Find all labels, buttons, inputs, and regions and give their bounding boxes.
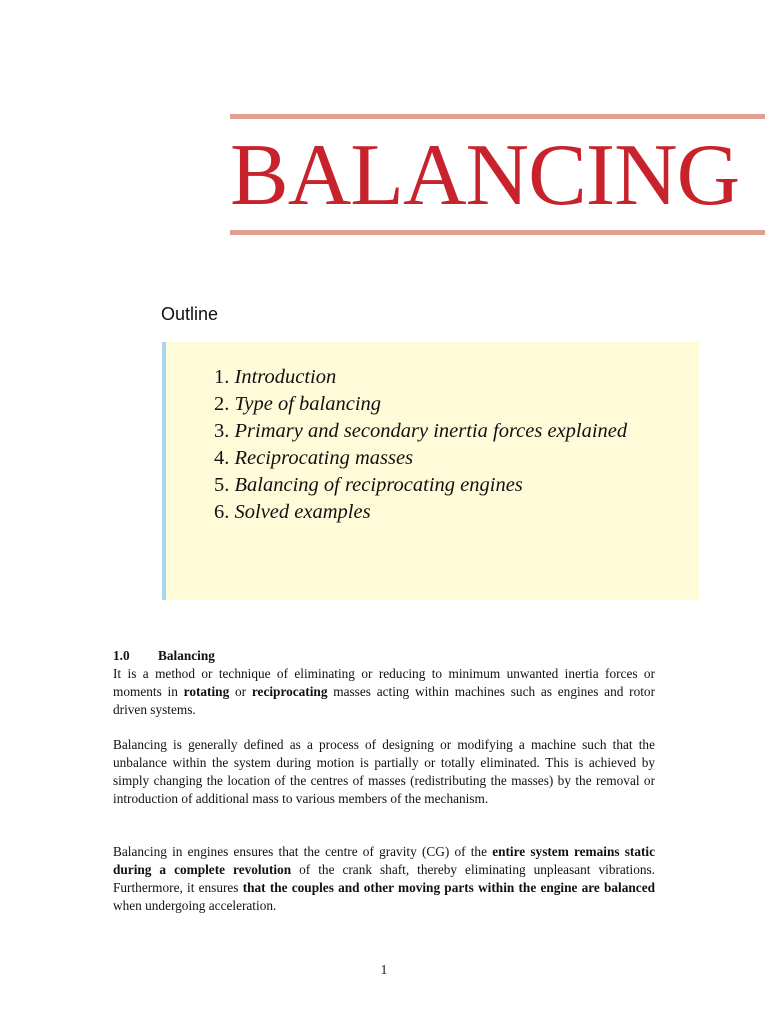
paragraph-definition xyxy=(113,665,655,719)
paragraph-text: when undergoing acceleration. xyxy=(113,898,277,913)
outline-item-number: 1. xyxy=(214,366,230,388)
paragraph-emphasis: entire system remains static during a complete revolution xyxy=(113,844,655,877)
paragraph-emphasis: reciprocating xyxy=(251,684,328,699)
paragraph-text: or xyxy=(229,684,252,699)
outline-box xyxy=(162,342,699,600)
outline-item xyxy=(214,472,627,499)
outline-item xyxy=(214,364,627,391)
outline-item-text: Introduction xyxy=(234,366,337,388)
outline-list xyxy=(214,364,627,526)
title-rule-bottom xyxy=(230,230,765,235)
outline-item-text: Primary and secondary inertia forces explained xyxy=(234,420,628,442)
outline-item xyxy=(214,418,627,445)
paragraph-general: Balancing is generally defined as a process of designing or modifying a machine such that the unbalance within the system during motion is partially or totally eliminated. This is achieved by simply changing the location of the centres of masses (redistributing the masses) by the removal or introduction of additional mass to various members of the mechanism. xyxy=(113,737,655,806)
outline-item-number: 2. xyxy=(214,393,230,415)
outline-heading: Outline xyxy=(161,304,219,324)
section-heading xyxy=(113,647,655,665)
paragraph-text: Balancing in engines ensures that the centre of gravity (CG) of the xyxy=(113,844,493,859)
section-title: Balancing xyxy=(158,648,215,663)
paragraph-engines xyxy=(113,843,655,915)
outline-item-number: 5. xyxy=(214,474,230,496)
outline-item xyxy=(214,445,627,472)
page-title: BALANCING xyxy=(230,127,740,224)
outline-item-text: Balancing of reciprocating engines xyxy=(234,474,523,496)
outline-item-text: Reciprocating masses xyxy=(234,447,414,469)
paragraph-emphasis: that the couples and other moving parts within the engine are balanced xyxy=(242,880,655,895)
outline-item-number: 3. xyxy=(214,420,230,442)
outline-item xyxy=(214,499,627,526)
paragraph-text: masses acting within machines such as engines and rotor driven systems. xyxy=(113,684,656,717)
outline-item-number: 6. xyxy=(214,501,230,523)
section-number: 1.0 xyxy=(113,648,130,663)
outline-item xyxy=(214,391,627,418)
paragraph-text: of the crank shaft, thereby eliminating unpleasant vibrations. Furthermore, it ensures xyxy=(113,862,655,895)
paragraph-text: It is a method or technique of eliminating or reducing to minimum unwanted inertia forces or moments in xyxy=(113,666,655,699)
title-rule-top xyxy=(230,114,765,119)
paragraph-emphasis: rotating xyxy=(183,684,230,699)
outline-item-text: Solved examples xyxy=(234,501,371,523)
outline-item-text: Type of balancing xyxy=(234,393,382,415)
outline-item-number: 4. xyxy=(214,447,230,469)
page-number: 1 xyxy=(380,962,388,977)
